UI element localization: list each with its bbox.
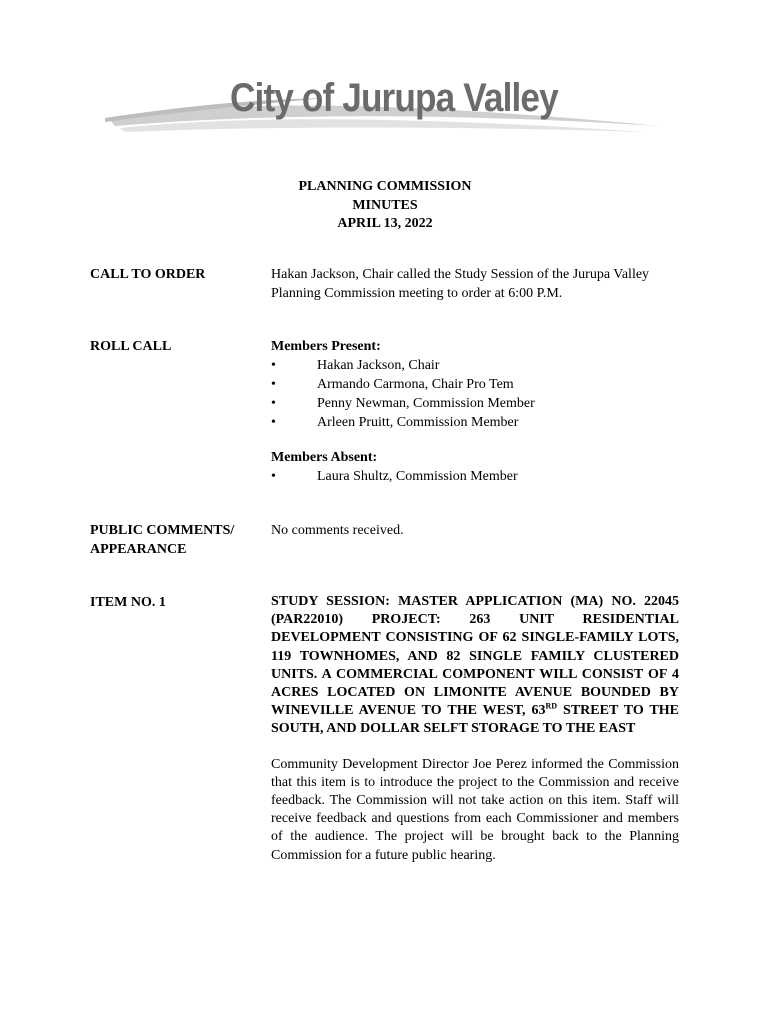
- item-1-label: ITEM NO. 1: [90, 595, 166, 610]
- bullet-icon: •: [271, 396, 276, 411]
- members-present-list: [271, 356, 679, 432]
- list-item: • Armando Carmona, Chair Pro Tem: [271, 377, 514, 392]
- header-subtitle: MINUTES: [352, 197, 418, 213]
- item-1-title: STUDY SESSION: MASTER APPLICATION (MA) NO. 22045 (PAR22010) PROJECT: 263 UNIT RESIDENTIAL DEVELOPMENT CONSISTING OF 62 SINGLE-FAMILY LOTS, 119 TOWNHOMES, AND 82 SINGLE FAMILY CLUSTERED UNITS. A COMMERCIAL COMPONENT WILL CONSIST OF 4 ACRES LOCATED ON LIMONITE AVENUE BOUNDED BY WINEVILLE AVENUE TO THE WEST, 63RD STREET TO THE SOUTH, AND DOLLAR SELFT STORAGE TO THE EAST: [271, 594, 680, 737]
- public-comments-text: No comments received.: [271, 523, 404, 538]
- bullet-icon: •: [271, 469, 276, 484]
- call-to-order-text: Hakan Jackson, Chair called the Study Session of the Jurupa Valley Planning Commission meeting to order at 6:00 P.M.: [271, 267, 650, 301]
- roll-call-label: ROLL CALL: [90, 339, 172, 354]
- document-header: [0, 178, 770, 234]
- list-item: • Arleen Pruitt, Commission Member: [271, 415, 519, 430]
- item-1-paragraph: Community Development Director Joe Perez informed the Commission that this item is to introduce the project to the Commission and receive feedback. The Commission will not take action on this item. Staff will receive feedback and questions from each Commissioner and members of the audience. The project will be brought back to the Planning Commission for a future public hearing.: [271, 756, 679, 863]
- members-absent-list: [271, 467, 679, 486]
- bullet-icon: •: [271, 377, 276, 392]
- header-date: APRIL 13, 2022: [337, 216, 433, 231]
- item-1-section: [271, 593, 679, 865]
- list-item: • Penny Newman, Commission Member: [271, 396, 535, 411]
- city-logo: [105, 70, 665, 160]
- list-item: • Laura Shultz, Commission Member: [271, 469, 518, 484]
- header-title: PLANNING COMMISSION: [298, 179, 472, 194]
- list-item: • Hakan Jackson, Chair: [271, 358, 440, 373]
- members-absent-heading: Members Absent:: [271, 450, 378, 465]
- public-comments-label: PUBLIC COMMENTS/ APPEARANCE: [90, 523, 235, 557]
- members-present-heading: Members Present:: [271, 339, 381, 354]
- roll-call-section: [271, 337, 679, 486]
- call-to-order-label: CALL TO ORDER: [90, 267, 206, 282]
- bullet-icon: •: [271, 358, 276, 373]
- bullet-icon: •: [271, 415, 276, 430]
- logo-text: City of Jurupa Valley: [230, 76, 558, 120]
